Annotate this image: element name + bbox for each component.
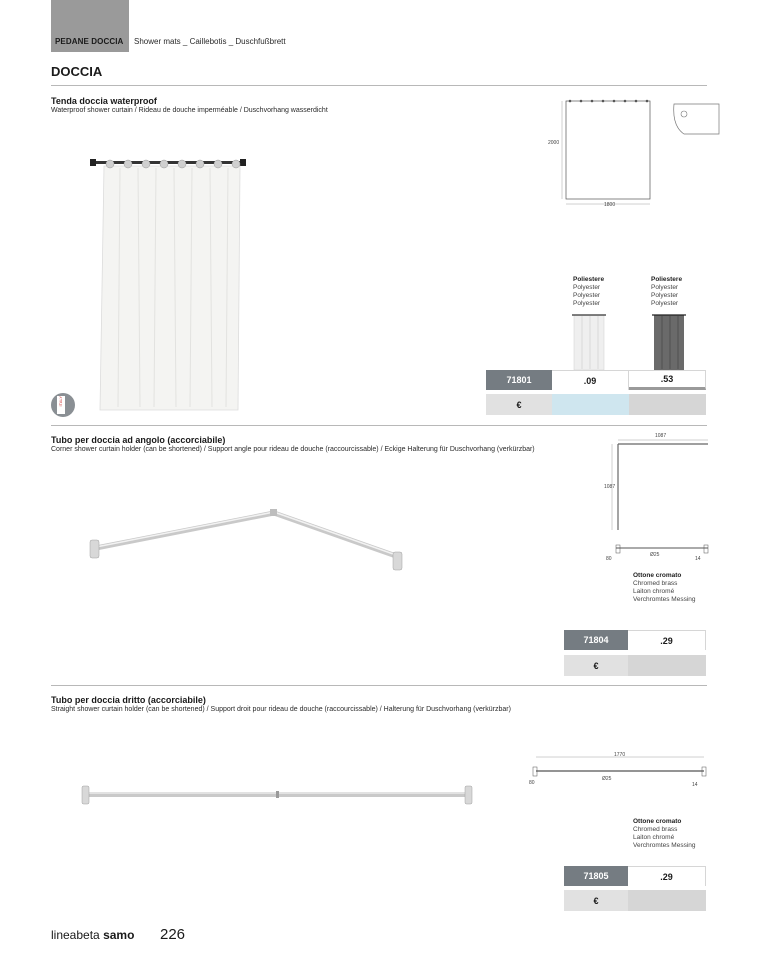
curtain-photo — [90, 152, 250, 414]
material-info: Ottone cromato Chromed brass Laiton chromé Verchromtes Messing — [633, 572, 696, 603]
shower-tray-outline — [674, 104, 719, 134]
dim-right: 14 — [692, 782, 698, 788]
currency-symbol: € — [564, 655, 628, 676]
product-code: 71804 — [564, 630, 628, 650]
price-suffix: .29 — [628, 630, 706, 650]
price-field — [628, 655, 706, 676]
dim-left: 80 — [529, 780, 535, 786]
dim-diameter: Ø25 — [650, 552, 660, 558]
category-tab-label: PEDANE DOCCIA — [55, 37, 124, 46]
dim-length: 1770 — [614, 752, 626, 758]
price-field — [552, 394, 629, 415]
material-info: Ottone cromato Chromed brass Laiton chromé Verchromtes Messing — [633, 818, 696, 849]
dim-width: 1800 — [604, 202, 616, 208]
currency-symbol: € — [564, 890, 628, 911]
price-suffix: .29 — [628, 866, 706, 886]
dim-left: 80 — [606, 556, 612, 562]
product-subtitle: Waterproof shower curtain / Rideau de douche imperméable / Duschvorhang wasserdicht — [51, 107, 328, 114]
price-field — [629, 394, 706, 415]
breadcrumb: Shower mats _ Caillebotis _ Duschfußbrett — [134, 37, 286, 46]
brand-name-bold: samo — [103, 928, 135, 942]
page-number: 226 — [160, 926, 186, 943]
made-in-italy-label: ITALY — [58, 396, 63, 407]
variant-material: Poliestere Polyester Polyester Polyester — [573, 276, 605, 307]
curtain-dimension-drawing — [544, 96, 724, 212]
product-title: Tenda doccia waterproof — [51, 96, 157, 106]
product-subtitle: Straight shower curtain holder (can be shortened) / Support droit pour rideau de douche (raccourcissable) / Halterung für Duschvorhang (verkürzbar) — [51, 706, 511, 713]
dim-side: 1087 — [604, 484, 616, 490]
dim-right: 14 — [695, 556, 701, 562]
brand-name-light: lineabeta — [51, 928, 100, 942]
dim-diameter: Ø25 — [602, 776, 612, 782]
dim-top: 1087 — [655, 433, 667, 439]
product-code: 71805 — [564, 866, 628, 886]
straight-rod-dimension-drawing — [528, 752, 713, 792]
product-divider — [51, 685, 707, 686]
product-divider — [51, 425, 707, 426]
product-subtitle: Corner shower curtain holder (can be shortened) / Support angle pour rideau de douche (raccourcissable) / Eckige Halterung für Duschvorhang (verkürzbar) — [51, 446, 535, 453]
product-title: Tubo per doccia ad angolo (accorciabile) — [51, 435, 226, 445]
curtain-rod — [92, 161, 246, 164]
currency-symbol: € — [486, 394, 552, 415]
corner-rod-dimension-drawing — [598, 430, 718, 570]
product-code: 71801 — [486, 370, 552, 390]
white-curtain-swatch — [570, 312, 608, 372]
dim-height: 2000 — [548, 140, 560, 146]
curtain-fabric — [100, 166, 240, 410]
straight-rod-photo — [80, 782, 475, 812]
price-suffix: .09 — [552, 370, 629, 390]
price-suffix: .53 — [629, 370, 706, 390]
footer-brand — [51, 928, 134, 942]
grey-curtain-swatch — [650, 312, 688, 372]
variant-material: Poliestere Polyester Polyester Polyester — [651, 276, 683, 307]
section-divider — [51, 85, 707, 86]
section-title: DOCCIA — [51, 64, 103, 79]
price-field — [628, 890, 706, 911]
corner-rod-photo — [86, 500, 416, 580]
product-title: Tubo per doccia dritto (accorciabile) — [51, 695, 206, 705]
